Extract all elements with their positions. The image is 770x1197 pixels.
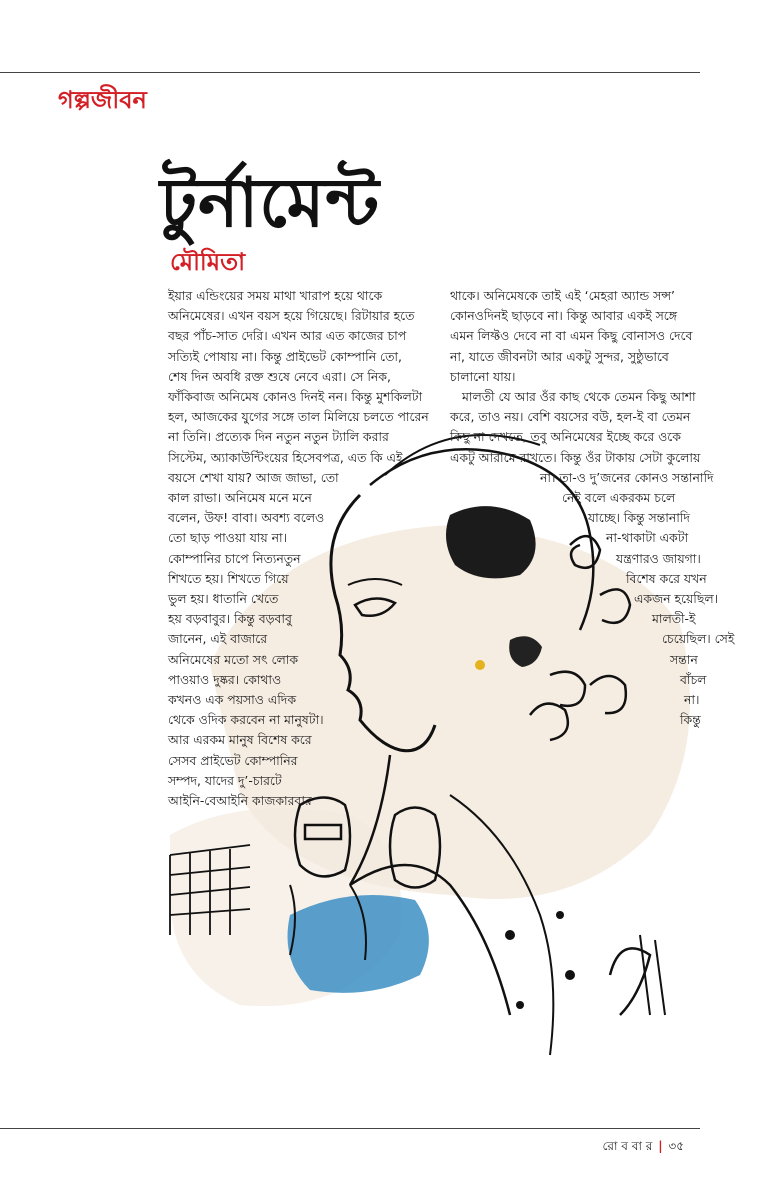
text-line: ফাঁকিবাজ অনিমেষ কোনও দিনই নন। কিন্তু মুশকিলটা [168, 389, 423, 405]
footer-separator: | [658, 1139, 663, 1153]
text-line: সিস্টেম, অ্যাকাউন্টিংয়ের হিসেবপত্র, এত কি এই [168, 449, 403, 465]
text-line: কোম্পানির চাপে নিত্যনতুন [168, 550, 301, 566]
text-line: চালানো যায়। [450, 368, 516, 384]
text-line: চেয়েছিল। সেই [662, 631, 735, 647]
text-line: জানেন, এই বাজারে [168, 631, 268, 647]
text-line: বয়সে শেখা যায়? আজ জাভা, তো [168, 469, 339, 485]
text-line: একটু আরামে রাখতে। কিন্তু ওঁর টাকায় সেটা কুলোয় [450, 449, 701, 465]
text-line: কখনও এক পয়সাও এদিক [168, 692, 296, 708]
text-line: হল, আজকের যুগের সঙ্গে তাল মিলিয়ে চলতে পারেন [168, 409, 429, 425]
text-line: যাচ্ছে। কিন্তু সন্তানাদি [588, 510, 690, 526]
magazine-name: রো ব বা র [602, 1139, 653, 1153]
text-column-right [450, 286, 734, 730]
text-line: আইনি-বেআইনি কাজকারবার [168, 793, 312, 809]
text-line: বলেন, উফ! বাবা। অবশ্য বলেও [168, 510, 325, 526]
text-line: না। [684, 692, 700, 708]
text-line: অনিমেষের মতো সৎ লোক [168, 651, 299, 667]
text-line: সেসব প্রাইভেট কোম্পানির [168, 752, 298, 768]
text-line: কাল রাভা। অনিমেষ মনে মনে [168, 490, 312, 506]
text-line: নেই বলে একরকম চলে [562, 490, 676, 506]
text-line: থেকে ওদিক করবেন না মানুষটা। [168, 712, 324, 728]
text-line: করে, তাও নয়। বেশি বয়সের বউ, হল-ই বা তেমন [450, 409, 691, 425]
text-line: থাকে। অনিমেষকে তাই এই ‘মেহরা অ্যান্ড সন্স’ [450, 288, 675, 303]
text-line: কিন্তু [680, 712, 701, 728]
text-line: সত্যিই পোষায় না। কিন্তু প্রাইভেট কোম্পানি তো, [168, 348, 402, 364]
text-line: না, যাতে জীবনটা আর একটু সুন্দর, সুষ্ঠুভাবে [450, 348, 669, 364]
page-number: ৩৫ [668, 1139, 684, 1153]
text-line: না। তা-ও দু’জনের কোনও সন্তানাদি [540, 469, 714, 485]
text-line: কোনওদিনই ছাড়বে না। কিন্তু আবার একই সঙ্গে [450, 308, 678, 324]
text-line: যন্ত্রণারও জায়গা। [616, 550, 701, 566]
text-line: পাওয়াও দুষ্কর। কোথাও [168, 671, 282, 687]
top-rule [0, 72, 700, 73]
text-line: তো ছাড় পাওয়া যায় না। [168, 530, 288, 546]
text-line: অনিমেষের। এখন বয়স হয়ে গিয়েছে। রিটায়ার হতে [168, 308, 415, 324]
text-line: বাঁচল [680, 671, 707, 687]
story-title: টুর্নামেন্ট [160, 164, 380, 243]
text-line: না-থাকাটা একটা [606, 530, 689, 546]
text-line: কিছু না দেখতে, তবু অনিমেষের ইচ্ছে করে ওকে [450, 429, 681, 445]
text-column-left [168, 286, 429, 811]
text-line: এমন লিফ্টও দেবে না বা এমন কিছু বোনাসও দেবে [450, 328, 693, 344]
page-footer [603, 1138, 684, 1158]
text-line: শেষ দিন অবধি রক্ত শুষে নেবে এরা। সে নিক, [168, 368, 391, 384]
text-line: না তিনি। প্রত্যেক দিন নতুন নতুন ট্যালি করার [168, 429, 389, 445]
text-line: ইয়ার এন্ডিংয়ের সময় মাথা খারাপ হয়ে থাকে [168, 288, 383, 303]
text-line: একজন হয়েছিল। [634, 591, 719, 607]
text-line: মালতী যে আর ওঁর কাছ থেকে তেমন কিছু আশা [462, 389, 696, 405]
text-line: সম্পদ, যাদের দু’-চারটে [168, 772, 282, 788]
story-author: মৌমিতা [170, 248, 246, 276]
text-line: আর এরকম মানুষ বিশেষ করে [168, 732, 312, 748]
text-line: ভুল হয়। ধাতানি খেতে [168, 591, 279, 607]
text-line: বিশেষ করে যখন [626, 570, 707, 586]
text-line: সন্তান [670, 651, 698, 667]
section-label: গল্পজীবন [58, 86, 147, 114]
text-line: বছর পাঁচ-সাত দেরি। এখন আর এত কাজের চাপ [168, 328, 407, 344]
text-line: শিখতে হয়। শিখতে গিয়ে [168, 570, 289, 586]
bottom-rule [0, 1128, 700, 1129]
text-line: মালতী-ই [652, 611, 696, 627]
text-line: হয় বড়বাবুর। কিন্তু বড়বাবু [168, 611, 292, 627]
